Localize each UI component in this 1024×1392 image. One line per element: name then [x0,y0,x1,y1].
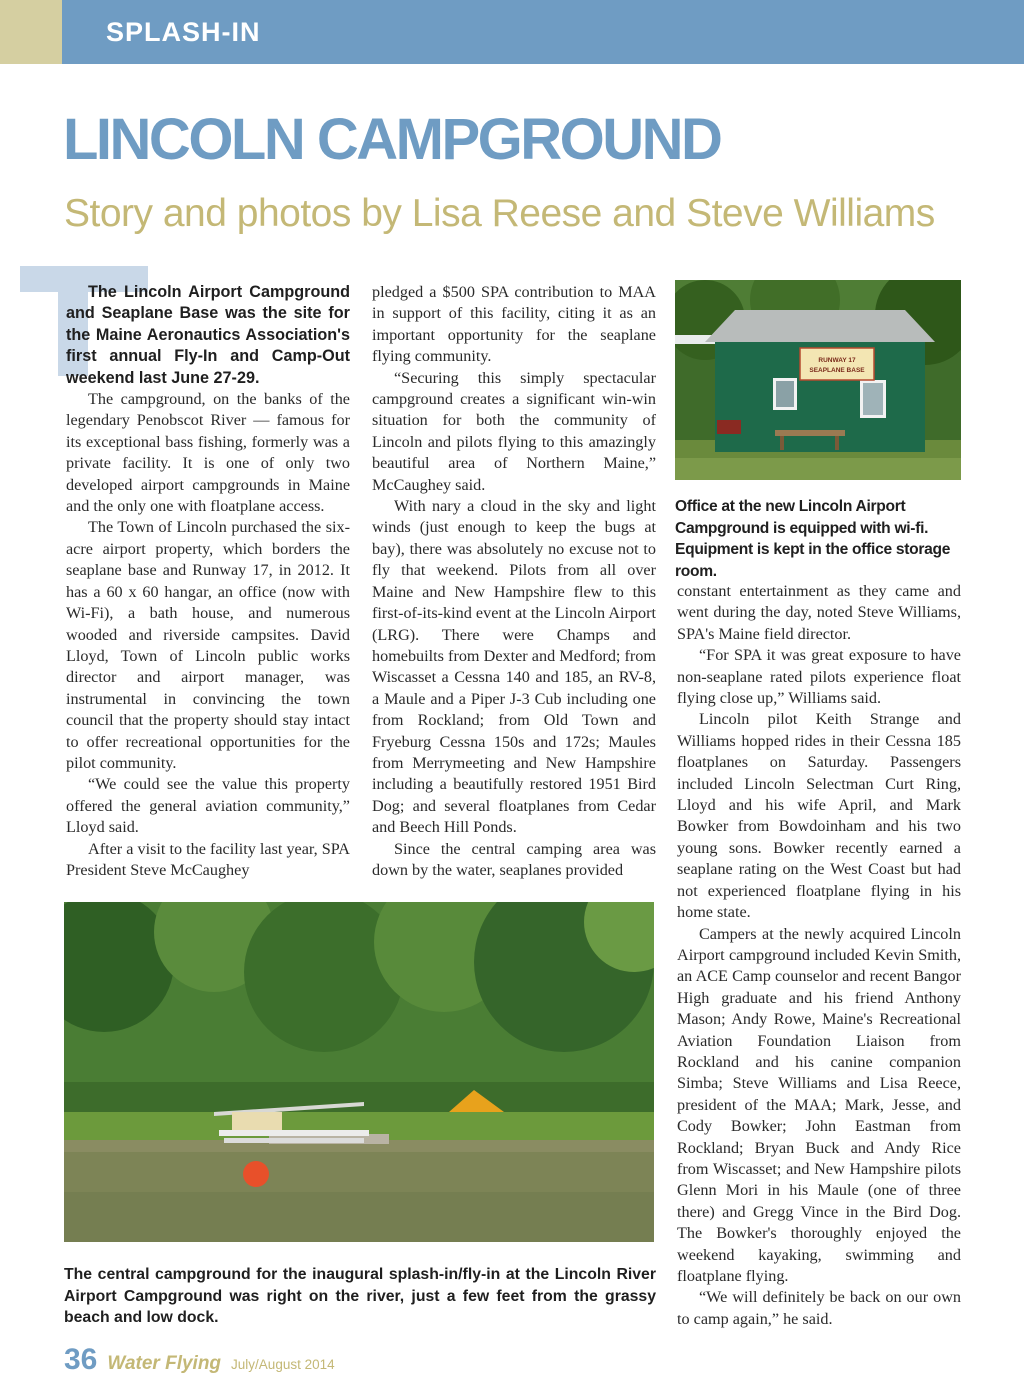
office-photo [675,280,961,480]
article-paragraph: With nary a cloud in the sky and light winds (just enough to keep the bugs at bay), there was absolutely no excuse not to fly that weekend. Pilots from all over Maine and New Hampshire flew to this first-of-its-kind event at the Lincoln Airport (LRG). There were Champs and homebuilts from Dexter and Medford; from Wiscasset a Cessna 140 and 185, an RV-8, a Maule and a Piper J-3 Cub including one from Rockland; from Old Town and Fryeburg Cessna 150s and 172s; Maules from Merrymeeting and New Hampshire including a beautifully restored 1951 Bird Dog; and several floatplanes from Cedar and Beech Hill Ponds. [372,497,656,837]
article-paragraph: Campers at the newly acquired Lincoln Airport campground included Kevin Smith, an ACE Camp counselor and recent Bangor High graduate and his friend Anthony Mason; Andy Rowe, Maine's Recreational Aviation Foundation Liaison from Rockland and his canine companion Simba; Steve Williams and Lisa Reece, president of the MAA; Mark, Jesse, and Cody Bowker; John Eastman from Rockland; Bryan Buck and Andy Rice from Wiscasset; and New Hampshire pilots Glenn Mori in his Maule (one of three there) and Gregg Vince in the Bird Dog. The Bowker's thoroughly enjoyed the weekend kayaking, swimming and floatplane flying. [677,924,961,1285]
page-number: 36 [64,1343,98,1376]
section-label: SPLASH-IN [106,17,261,47]
article-column-3 [677,581,961,1330]
article-paragraph: pledged a $500 SPA contribution to MAA in support of this facility, citing it as an important opportunity for the seaplane flying community. [372,283,656,366]
office-sign-line1: RUNWAY 17 [818,357,856,364]
header-accent-block [0,0,62,64]
article-lead: The Lincoln Airport Campground and Seaplane Base was the site for the Maine Aeronautics Association's first annual Fly-In and Camp-Out weekend last June 27-29. [66,283,350,387]
article-column-1 [66,282,350,881]
article-paragraph: constant entertainment as they came and went during the day, noted Steve Williams, SPA's Maine field director. [677,582,961,643]
article-paragraph: “For SPA it was great exposure to have non-seaplane rated pilots experience float flying close up,” Williams said. [677,646,961,708]
article-paragraph: The campground, on the banks of the legendary Penobscot River — famous for its exceptional bass fishing, formerly was a private facility. It is one of only two developed airport campgrounds in Maine and the only one with floatplane access. [66,390,350,516]
article-paragraph: Since the central camping area was down by the water, seaplanes provided [372,839,656,879]
article-paragraph: Lincoln pilot Keith Strange and Williams hopped rides in their Cessna 185 floatplanes on Saturday. Passengers included Lincoln Selectman Curt Ring, Lloyd and his wife April, and Mark Bowker from Bowdoinham and his two young sons. Bowker recently earned a seaplane rating on the West Coast but had not experienced floatplane flying in his home state. [677,710,961,922]
article-paragraph: “We could see the value this property offered the general aviation community,” Lloyd said. [66,775,350,837]
river-campground-photo [64,902,654,1242]
article-byline: Story and photos by Lisa Reese and Steve Williams [64,192,935,235]
article-column-2 [372,282,656,881]
article-paragraph: “We will definitely be back on our own to camp again,” he said. [677,1288,961,1328]
article-title: LINCOLN CAMPGROUND [63,107,721,172]
article-paragraph: After a visit to the facility last year, SPA President Steve McCaughey [66,839,350,879]
issue-date: July/August 2014 [231,1357,335,1372]
page-footer [64,1343,335,1377]
river-photo-caption: The central campground for the inaugural splash-in/fly-in at the Lincoln River Airport Campground was right on the river, just a few feet from the grassy beach and low dock. [64,1266,656,1327]
publication-name: Water Flying [107,1353,222,1374]
article-paragraph: “Securing this simply spectacular campground creates a significant win-win situation for both the community of Lincoln and pilots flying to this amazingly beautiful area of Northern Maine,” McCaughey said. [372,368,656,494]
office-photo-caption: Office at the new Lincoln Airport Campground is equipped with wi-fi. Equipment is kept in the office storage room. [675,498,951,580]
article-paragraph: The Town of Lincoln purchased the six-acre airport property, which borders the seaplane base and Runway 17, in 2012. It has a 60 x 60 hangar, an office (now with Wi-Fi), a bath house, and numerous wooded and riverside campsites. David Lloyd, Town of Lincoln public works director and airport manager, was instrumental in convincing the town council that the property should stay intact to offer recreational opportunities for the pilot community. [66,518,350,772]
office-sign-line2: SEAPLANE BASE [809,367,865,374]
